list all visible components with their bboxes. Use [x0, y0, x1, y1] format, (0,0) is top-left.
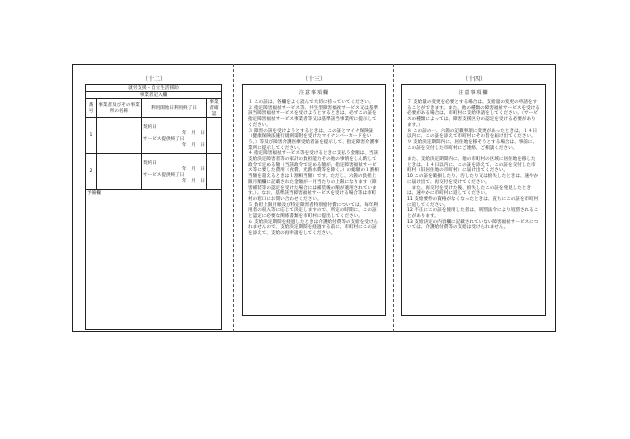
confirm-cell: [207, 118, 222, 154]
date-cell: [142, 154, 207, 190]
notes-title: 注意事項欄: [458, 90, 489, 96]
notes-text-14: ７ 支給量の変更を必要とする場合は、支給量の変更の申請をすることができます。また、他の種類の障害福祉サービスを受ける必要がある場合は、市町村に支給申請をしてください。（サービスの種類によっては、障害支援区分の認定を受ける必要があります。） ８ この証の一、六箇の記載事項に変更があったときは、１４日以内に、この証を添えて市町村にその旨を届け出てください。 ９ 支給決定期間内に、居住地を移そうとする場合は、事前に、この証を交付した市町村にご連絡、ご相談ください。 また、支給決定期間内に、他の市町村の区域に居住地を移したときは、１４日以内に、この証を添えて、この証を交付した市町村（旧居住地の市町村）に届け出てください。 10 この証を破損したり、汚したり又は紛失したときは、速やかに届け出て、再交付を受けてください。 また、再交付を受けた後、紛失したこの証を発見したときは、速やかに市町村に返してください。 11 支給要件の資格がなくなったときは、直ちにこの証を市町村に返してください。 12 不正にこの証を使用した者は、刑罰法令により処罰されることがあります。 13 支給決定の内容欄に記載されていない障害福祉サービスについては、介護給付費等の支給は受けられません。: [407, 100, 540, 231]
col-header-date: 利用開始日利用終了日: [142, 99, 207, 118]
row-number: 2: [86, 154, 97, 190]
service-end-label: サービス提供終了日: [143, 136, 185, 142]
table-header-2: 事業者記入欄: [86, 92, 222, 99]
provider-name-cell: [97, 118, 142, 154]
confirm-cell: [207, 154, 222, 190]
contract-date-value: 年 月 日: [182, 166, 205, 172]
service-end-value: 年 月 日: [182, 178, 205, 184]
row-number: 1: [86, 118, 97, 154]
panel-12-title: （十二）: [141, 76, 166, 83]
table-header-1: 就労支援・自立生活援助: [86, 85, 222, 92]
col-header-no: 番号: [86, 99, 97, 118]
provider-entry-table: [85, 84, 222, 330]
col-header-confirm: 事業者確認: [207, 99, 222, 118]
fold-line-2: [393, 64, 394, 332]
table-row: [86, 154, 222, 190]
fold-line-1: [233, 64, 234, 332]
col-header-name: 事業者及びその事業所の名称: [97, 99, 142, 118]
notes-title: 注意事項欄: [298, 90, 329, 96]
contract-date-value: 年 月 日: [182, 130, 205, 136]
service-end-label: サービス提供終了日: [143, 172, 185, 178]
reserve-area: [86, 190, 222, 330]
reserve-label: 予備欄: [87, 191, 101, 196]
contract-date-label: 契約日: [143, 124, 157, 130]
panel-13-title: （十三）: [301, 76, 326, 83]
panel-14-title: （十四）: [461, 76, 486, 83]
notes-frame-13: [242, 84, 386, 316]
notes-text-13: １ この証は、各欄をよく読んで大切に持っていてください。 ２ 指定障害福祉サービス等、共生型障害福祉サービス又は基準該当障害福祉サービスを受けようとするときは、必ずこの証を指定障害福祉サービス事業者等又は基準該当事業所に提示してください。 ３ 障害の該を受けようとするときは、この証とマイナ保険証（健康保険法施行規則第附を受けたマイナンバーカードをいう。）等及び障害介護医療受給者証を提示して、指定障害介護事業所に提示してください。 ４ 指定障害福祉サービス等を受けるときに支払う金額は、当該支給決定障害者等の家計の負担能力その他の事情をしん酌して政令で定める額（当該政令で定める額が、指定障害福祉サービス等に要した費用（食費、光熱水費等を除く。）の総額の１割相当額を超えるときは１割相当額）です。ただし、六箇の負担上限月額欄に記載された金額が一月当たりの上限になります（障害補装等の認定を受けた場合には補装後の額が適用されています。）。なお、基準該当障害福祉サービスを受ける場合等は市町村の窓口にお問い合わせください。 ５ 負担上限月額及び特定障害者特別給付費については、毎年利用者の収入等に応じて決定しますので、所定の時期に、この証と認定に必要な関係書類を市町村に提出してください。 ６ 支給決定期間を経過したときは介護給付費等の支給を受けられませんので、支給決定期間を経過する前に、市町村にこの証を添えて、支給の再申請をしてください。: [248, 100, 379, 237]
provider-name-cell: [97, 154, 142, 190]
service-end-value: 年 月 日: [182, 142, 205, 148]
contract-date-label: 契約日: [143, 160, 157, 166]
date-cell: [142, 118, 207, 154]
notes-frame-14: [401, 84, 546, 316]
table-row: [86, 118, 222, 154]
